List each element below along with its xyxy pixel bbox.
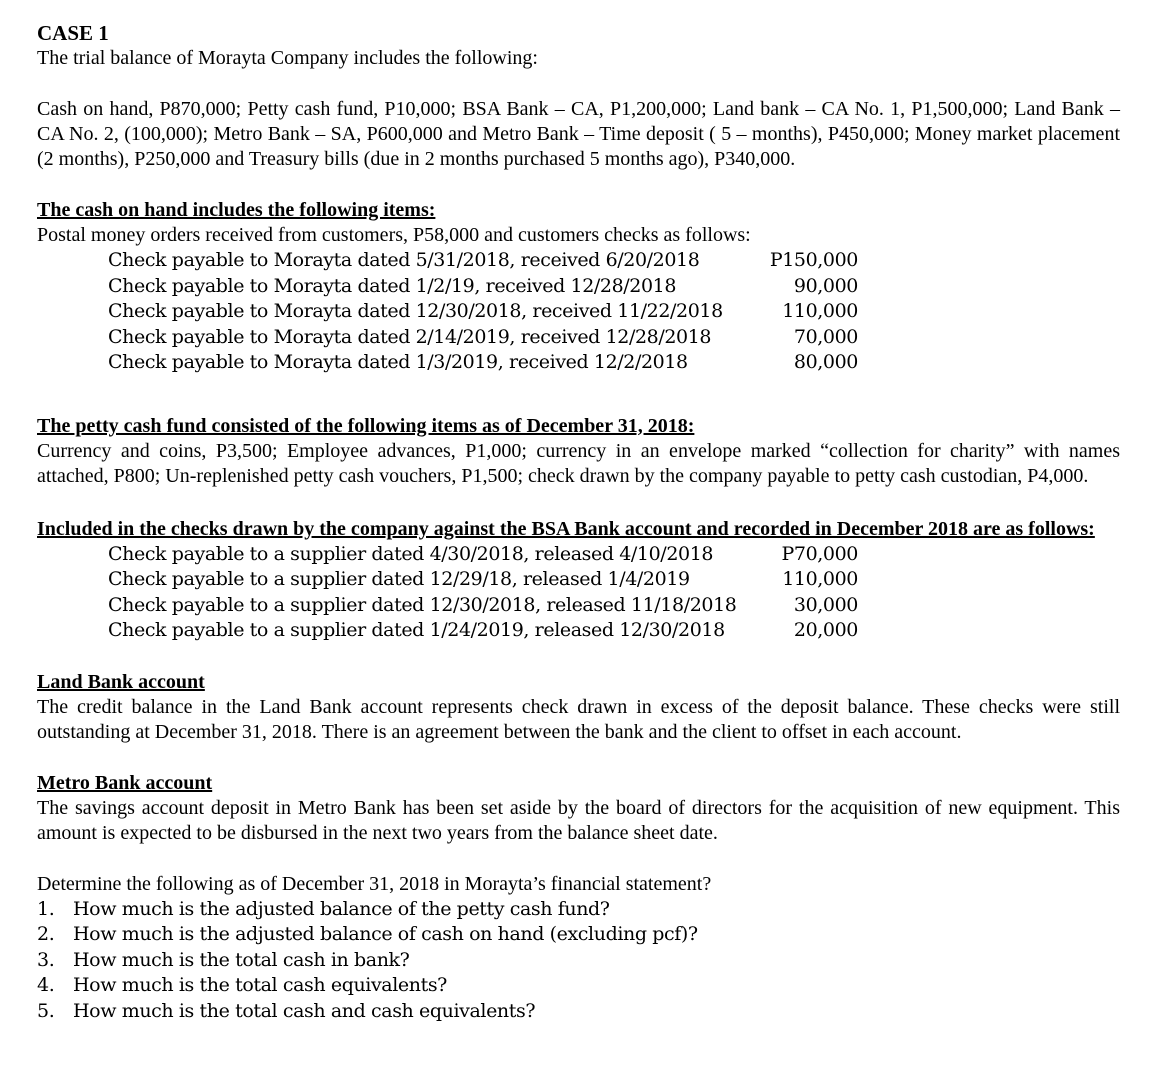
table-row xyxy=(108,567,858,593)
check-description: Check payable to a supplier dated 1/24/2019, released 12/30/2018 xyxy=(108,619,725,641)
check-amount: 30,000 xyxy=(793,593,858,616)
case-title: CASE 1 xyxy=(37,21,109,45)
question-number: 1. xyxy=(37,897,55,920)
question-number: 2. xyxy=(37,923,55,945)
check-description: Check payable to Morayta dated 1/3/2019, received 12/2/2018 xyxy=(108,351,688,373)
question-text: How much is the total cash and cash equivalents? xyxy=(73,999,536,1022)
check-amount: 80,000 xyxy=(793,351,858,373)
table-row xyxy=(108,274,858,300)
check-description: Check payable to a supplier dated 12/29/18, released 1/4/2019 xyxy=(108,568,690,590)
check-amount: P70,000 xyxy=(781,542,858,565)
check-amount: P150,000 xyxy=(769,249,858,271)
supplier-checks-table xyxy=(108,542,858,644)
check-description: Check payable to Morayta dated 2/14/2019, received 12/28/2018 xyxy=(108,325,712,348)
table-row xyxy=(108,350,858,376)
petty-cash-heading: The petty cash fund consisted of the following items as of December 31, 2018: xyxy=(37,414,695,437)
questions-list xyxy=(37,897,1120,1025)
table-row xyxy=(108,542,858,568)
table-row xyxy=(108,618,858,644)
check-description: Check payable to Morayta dated 1/2/19, received 12/28/2018 xyxy=(108,274,677,297)
list-item xyxy=(37,999,1120,1025)
customer-checks-table xyxy=(108,248,858,376)
list-item xyxy=(37,897,1120,923)
bsa-checks-heading: Included in the checks drawn by the company against the BSA Bank account and recorded in December 2018 are as follows: xyxy=(37,517,1095,540)
questions-intro: Determine the following as of December 31, 2018 in Morayta’s financial statement? xyxy=(37,872,712,895)
list-item xyxy=(37,973,1120,999)
metro-bank-heading: Metro Bank account xyxy=(37,771,213,794)
cash-on-hand-intro: Postal money orders received from customers, P58,000 and customers checks as follows: xyxy=(37,224,751,246)
check-amount: 110,000 xyxy=(782,300,858,322)
balances-paragraph: Cash on hand, P870,000; Petty cash fund, P10,000; BSA Bank – CA, P1,200,000; Land bank – CA No. 1, P1,500,000; Land Bank – CA No. 2, (100,000); Metro Bank – SA, P600,000 and Metro Bank – Time deposit ( 5 – months), P450,000; Money market placement (2 months), P250,000 and Treasury bills (due in 2 months purchased 5 months ago), P340,000. xyxy=(37,98,1120,170)
check-description: Check payable to Morayta dated 12/30/2018, received 11/22/2018 xyxy=(108,300,723,322)
question-text: How much is the total cash equivalents? xyxy=(73,974,447,996)
petty-cash-text: Currency and coins, P3,500; Employee advances, P1,000; currency in an envelope marked “collection for charity” with names attached, P800; Un-replenished petty cash vouchers, P1,500; check drawn by the company payable to petty cash custodian, P4,000. xyxy=(37,439,1120,487)
table-row xyxy=(108,299,858,325)
table-row xyxy=(108,325,858,351)
check-description: Check payable to a supplier dated 12/30/2018, released 11/18/2018 xyxy=(108,593,737,616)
land-bank-text: The credit balance in the Land Bank account represents check drawn in excess of the deposit balance. These checks were still outstanding at December 31, 2018. There is an agreement between the bank and the client to offset in each account. xyxy=(37,695,1120,743)
table-row xyxy=(108,248,858,274)
check-description: Check payable to Morayta dated 5/31/2018, received 6/20/2018 xyxy=(108,249,700,271)
check-description: Check payable to a supplier dated 4/30/2018, released 4/10/2018 xyxy=(108,542,714,565)
list-item xyxy=(37,922,1120,948)
table-row xyxy=(108,593,858,619)
land-bank-heading: Land Bank account xyxy=(37,670,205,693)
question-number: 4. xyxy=(37,974,55,996)
cash-on-hand-heading: The cash on hand includes the following items: xyxy=(37,199,436,221)
check-amount: 70,000 xyxy=(793,325,858,348)
check-amount: 20,000 xyxy=(793,619,858,641)
intro-text: The trial balance of Morayta Company includes the following: xyxy=(37,47,538,69)
question-text: How much is the adjusted balance of the petty cash fund? xyxy=(73,897,610,920)
question-text: How much is the total cash in bank? xyxy=(73,948,410,971)
check-amount: 90,000 xyxy=(793,274,858,297)
check-amount: 110,000 xyxy=(782,568,858,590)
question-number: 3. xyxy=(37,948,55,971)
question-text: How much is the adjusted balance of cash on hand (excluding pcf)? xyxy=(73,923,698,945)
list-item xyxy=(37,948,1120,974)
metro-bank-text: The savings account deposit in Metro Bank has been set aside by the board of directors for the acquisition of new equipment. This amount is expected to be disbursed in the next two years from the balance sheet date. xyxy=(37,796,1120,844)
question-number: 5. xyxy=(37,999,55,1022)
